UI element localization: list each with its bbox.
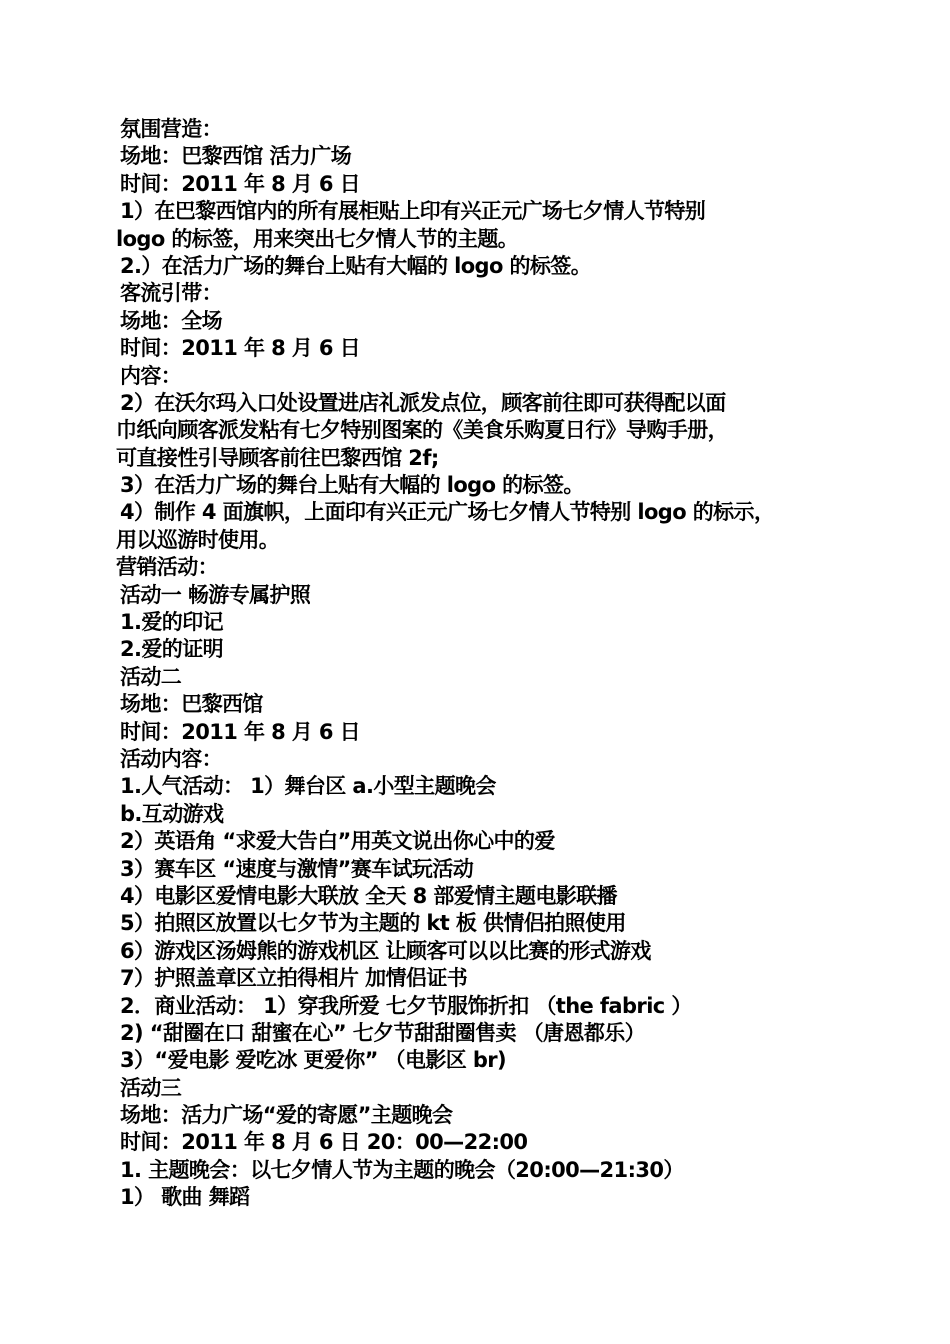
list-item: 1.人气活动： 1）舞台区 a.小型主题晚会	[120, 774, 496, 799]
text-line: 3）在活力广场的舞台上贴有大幅的 logo 的标签。	[120, 473, 584, 498]
text-line: 巾纸向顾客派发粘有七夕特别图案的《美食乐购夏日行》导购手册，	[116, 418, 728, 443]
list-item: 3）“爱电影 爱吃冰 更爱你” （电影区 br)	[120, 1048, 507, 1073]
list-item: 4）电影区爱情电影大联放 全天 8 部爱情主题电影联播	[120, 883, 617, 908]
document-page	[0, 116, 950, 1212]
list-item: 1） 歌曲 舞蹈	[120, 1185, 250, 1210]
text-line: 2）在沃尔玛入口处设置进店礼派发点位，顾客前往即可获得配以面	[120, 390, 726, 415]
text-line: 可直接性引导顾客前往巴黎西馆 2f;	[116, 445, 439, 470]
venue-line: 场地：巴黎西馆	[120, 692, 263, 717]
list-item: 5）拍照区放置以七夕节为主题的 kt 板 供情侣拍照使用	[120, 911, 626, 936]
time-line: 时间：2011 年 8 月 6 日	[120, 719, 361, 744]
time-line: 时间：2011 年 8 月 6 日	[120, 171, 361, 196]
time-line: 时间：2011 年 8 月 6 日	[120, 336, 361, 361]
list-item: 2.爱的证明	[120, 637, 223, 662]
list-item: 6）游戏区汤姆熊的游戏机区 让顾客可以以比赛的形式游戏	[120, 938, 651, 963]
activity-heading-2: 活动二	[120, 664, 182, 689]
content-heading: 活动内容：	[120, 746, 222, 771]
time-line: 时间：2011 年 8 月 6 日 20：00—22:00	[120, 1130, 528, 1155]
list-item: b.互动游戏	[120, 801, 224, 826]
list-item: 1. 主题晚会：以七夕情人节为主题的晚会（20:00—21:30）	[120, 1157, 684, 1182]
venue-line: 场地：巴黎西馆 活力广场	[120, 144, 352, 169]
section-heading-atmosphere: 氛围营造：	[120, 117, 222, 141]
text-line: 用以巡游时使用。	[116, 527, 280, 552]
section-heading-traffic: 客流引带：	[120, 281, 222, 306]
text-line: 2.）在活力广场的舞台上贴有大幅的 logo 的标签。	[120, 253, 592, 278]
text-line: 1）在巴黎西馆内的所有展柜贴上印有兴正元广场七夕情人节特别	[120, 199, 706, 224]
list-item: 1.爱的印记	[120, 610, 223, 635]
list-item: 2) “甜圈在口 甜蜜在心” 七夕节甜甜圈售卖 （唐恩都乐）	[120, 1020, 646, 1045]
venue-line: 场地：活力广场“爱的寄愿”主题晚会	[120, 1103, 453, 1128]
list-item: 2．商业活动： 1）穿我所爱 七夕节服饰折扣 （the fabric ）	[120, 993, 692, 1018]
content-heading: 内容：	[120, 363, 182, 388]
venue-line: 场地：全场	[120, 308, 222, 333]
activity-heading-1: 活动一 畅游专属护照	[120, 582, 311, 607]
text-line: 4）制作 4 面旗帜，上面印有兴正元广场七夕情人节特别 logo 的标示，	[120, 500, 775, 525]
activity-heading-3: 活动三	[120, 1075, 182, 1100]
list-item: 7）护照盖章区立拍得相片 加情侣证书	[120, 966, 468, 991]
list-item: 3）赛车区 “速度与激情”赛车试玩活动	[120, 856, 474, 881]
section-heading-marketing: 营销活动：	[116, 555, 218, 580]
text-line: logo 的标签，用来突出七夕情人节的主题。	[116, 226, 519, 251]
list-item: 2）英语角 “求爱大告白”用英文说出你心中的爱	[120, 829, 555, 854]
